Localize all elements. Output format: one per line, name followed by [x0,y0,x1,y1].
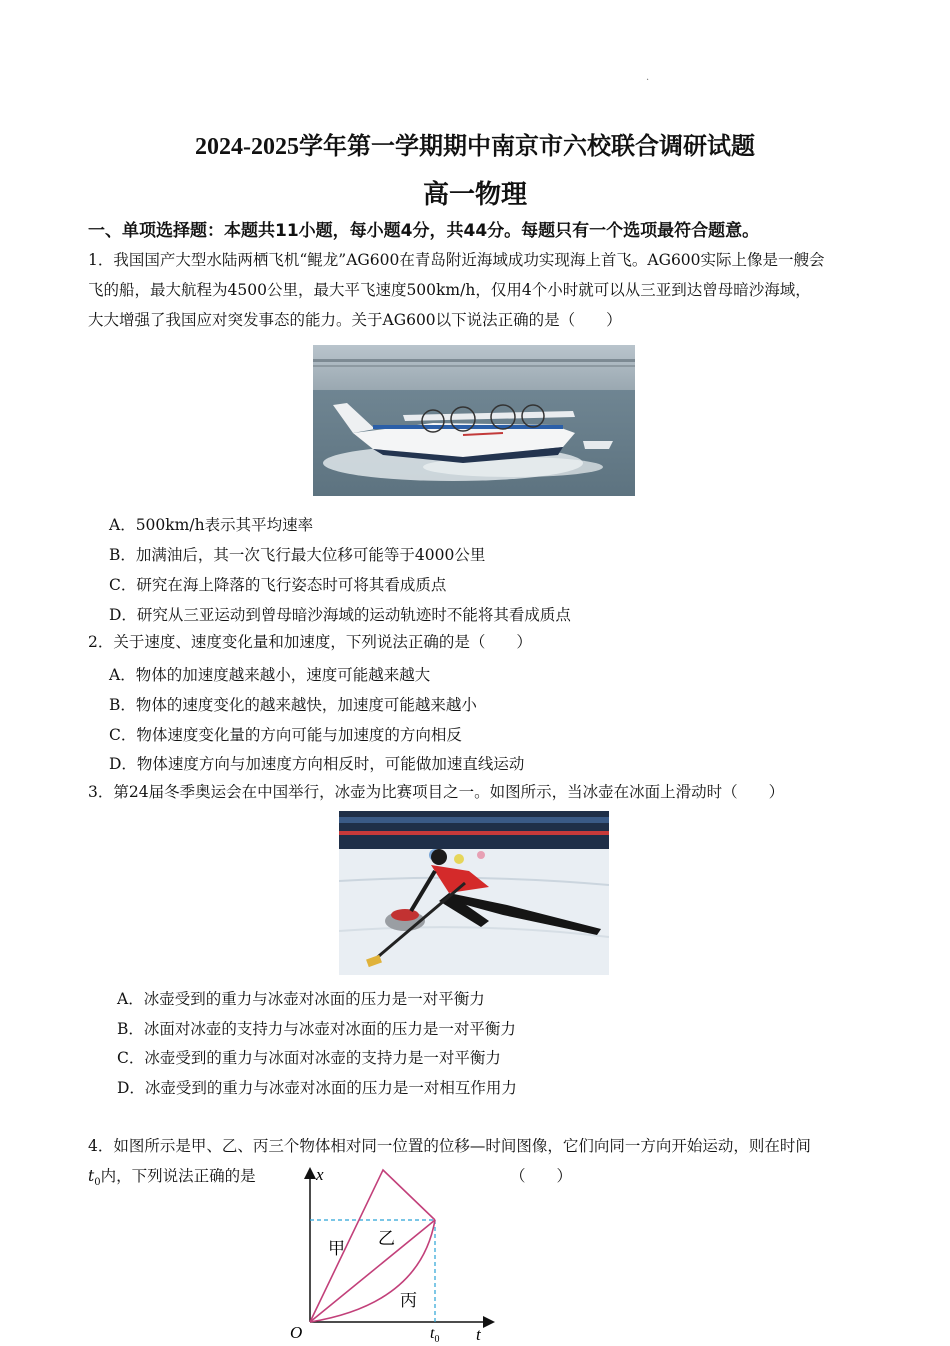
q3-option-b: B．冰面对冰壶的支持力与冰壶对冰面的压力是一对平衡力 [117,1020,516,1038]
q2-option-b: B．物体的速度变化的越来越快，加速度可能越来越小 [109,696,477,714]
q3-option-d: D．冰壶受到的重力与冰壶对冰面的压力是一对相互作用力 [117,1079,517,1097]
t0-symbol: t [88,1167,95,1185]
stem-line: 大大增强了我国应对突发事态的能力。关于AG600以下说法正确的是（ ） [88,311,622,329]
x-axis-label: t [476,1325,481,1342]
question-2-stem: 2．关于速度、速度变化量和加速度，下列说法正确的是（ ） [88,633,532,651]
curling-photo [339,811,609,975]
q2-option-a: A．物体的加速度越来越小，速度可能越来越大 [109,666,431,684]
section-heading: 一、单项选择题：本题共11小题，每小题4分，共44分。每题只有一个选项最符合题意。 [88,221,760,241]
question-4-stem-line2 [88,1161,256,1198]
question-3-stem: 3．第24届冬季奥运会在中国举行，冰壶为比赛项目之一。如图所示，当冰壶在冰面上滑动时（ ） [88,783,785,801]
q2-option-c: C．物体速度变化量的方向可能与加速度的方向相反 [109,726,462,744]
question-4-stem-line1: 4．如图所示是甲、乙、丙三个物体相对同一位置的位移—时间图像，它们向同一方向开始运动，则在时间 [88,1137,811,1155]
q1-option-b: B．加满油后，其一次飞行最大位移可能等于4000公里 [109,546,486,564]
stem-line: 飞的船，最大航程为4500公里，最大平飞速度500km/h，仅用4个小时就可以从三亚到达曾母暗沙海域， [88,281,811,299]
q3-option-c: C．冰壶受到的重力与冰面对冰壶的支持力是一对平衡力 [117,1049,501,1067]
label-yi: 乙 [378,1229,395,1249]
scan-mark: . [646,72,650,83]
label-jia: 甲 [328,1239,345,1259]
y-axis-label: x [316,1165,324,1184]
seaplane-photo [313,345,635,496]
q1-option-a: A．500km/h表示其平均速率 [109,516,314,534]
q1-option-c: C．研究在海上降落的飞行姿态时可将其看成质点 [109,576,447,594]
origin-label: O [290,1323,303,1342]
t0-subscript: 0 [94,1177,101,1189]
subject-title: 高一物理 [422,180,527,209]
q3-option-a: A．冰壶受到的重力与冰壶对冰面的压力是一对平衡力 [117,990,485,1008]
t0-label: $t_0$ [430,1325,440,1342]
q2-option-d: D．物体速度方向与加速度方向相反时，可能做加速直线运动 [109,755,525,773]
q1-option-d: D．研究从三亚运动到曾母暗沙海域的运动轨迹时不能将其看成质点 [109,606,571,624]
answer-bracket: （ ） [510,1167,573,1185]
stem-text: 内，下列说法正确的是 [100,1167,256,1185]
question-1-stem [88,245,825,335]
exam-title: 2024-2025学年第一学期期中南京市六校联合调研试题 [195,134,755,160]
xt-graph [280,1164,500,1342]
label-bing: 丙 [400,1291,417,1311]
stem-line: 1．我国国产大型水陆两栖飞机“鲲龙”AG600在青岛附近海域成功实现海上首飞。AG600实际上像是一艘会 [88,251,825,269]
